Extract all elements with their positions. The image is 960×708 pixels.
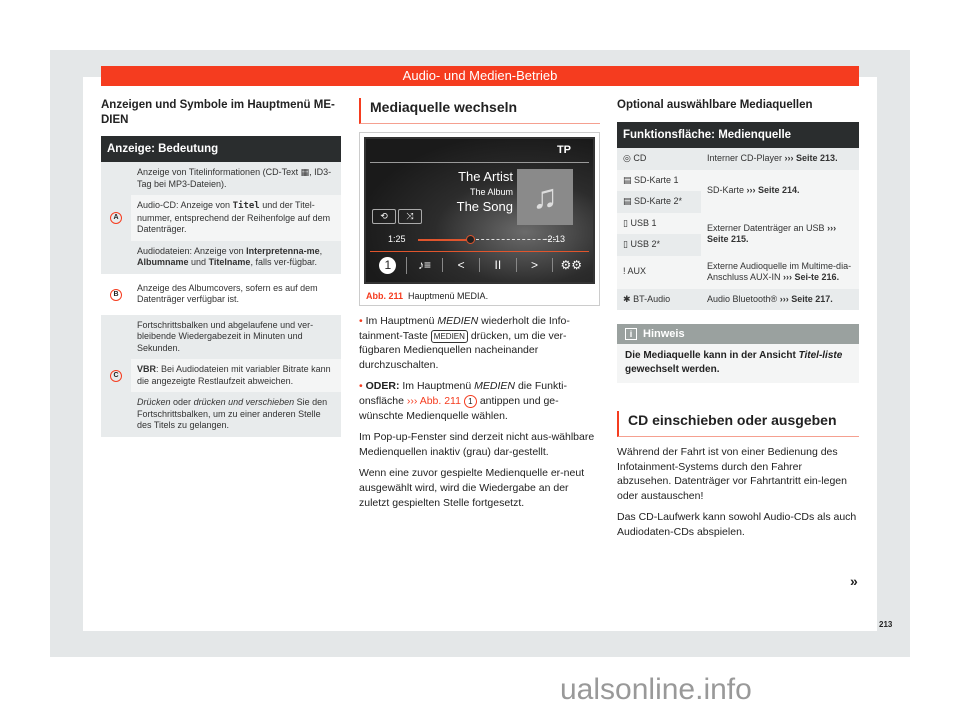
album-label: The Album <box>469 187 513 197</box>
row-a-text2: Audio-CD: Anzeige von Titel und der Titel-nummer, entsprechend der Reihenfolge auf dem Datenträger. <box>137 200 331 234</box>
divider <box>370 162 589 163</box>
media-source-table <box>617 122 859 310</box>
tp-indicator: TP <box>556 144 571 156</box>
right-body <box>617 445 859 540</box>
usb-icon: ▯ <box>623 239 628 249</box>
continue-mark: » <box>850 573 858 589</box>
source-sd2: ▤ SD-Karte 2* <box>623 196 683 206</box>
paragraph: • Im Hauptmenü MEDIEN wiederholt die Info-tainment-Taste MEDIEN drücken, um die ver-fügbaren Medienquellen nacheinander durchzuschalten. <box>359 315 570 371</box>
figure-caption: Abb. 211 Hauptmenü MEDIA. <box>366 291 489 301</box>
source-bt-desc: Audio Bluetooth® ››› Seite 217. <box>707 293 833 304</box>
sd-card-icon: ▤ <box>623 196 632 206</box>
marker-b: B <box>110 289 122 301</box>
middle-body <box>359 314 600 510</box>
middle-heading: Mediaquelle wechseln <box>359 98 600 124</box>
row-c-text2: VBR: Bei Audiodateien mit variabler Bitrate kann die angezeigte Restlaufzeit abweichen. <box>137 364 331 386</box>
progress-knob[interactable] <box>466 235 475 244</box>
source-cd-desc: Interner CD-Player ››› Seite 213. <box>707 153 838 163</box>
chapter-header: Audio- und Medien-Betrieb <box>101 66 859 86</box>
row-a-text1: Anzeige von Titelinformationen (CD-Text ▦, ID3-Tag bei MP3-Dateien). <box>137 167 332 189</box>
song-label: The Song <box>456 199 513 214</box>
next-icon[interactable]: > <box>517 258 554 272</box>
left-heading: Anzeigen und Symbole im Hauptmenü ME-DIEN <box>101 99 335 126</box>
shuffle-icon[interactable]: ⤨ <box>398 209 422 224</box>
source-usb2: ▯ USB 2* <box>623 239 660 249</box>
paragraph: Im Pop-up-Fenster sind derzeit nicht aus-wählbare Medienquellen inaktiv (grau) dar-gestellt. <box>359 431 595 458</box>
right-column <box>617 98 859 547</box>
source-button[interactable]: 1 <box>370 257 407 274</box>
row-c-text3: Drücken oder drücken und verschieben Sie den Fortschrittsbalken, um zu einer anderen Stelle des Titels zu gelangen. <box>137 397 328 430</box>
settings-icon[interactable]: ⚙⚙ <box>560 258 582 272</box>
album-cover-icon: ♫ <box>517 169 573 225</box>
source-aux-desc: Externe Audioquelle im Multime-dia-Anschluss AUX-IN ››› Sei-te 216. <box>707 260 852 282</box>
media-table-header: Funktionsfläche: Medienquelle <box>617 122 859 148</box>
figure-media-screen <box>359 132 600 306</box>
right-heading: Optional auswählbare Mediaquellen <box>617 99 813 111</box>
paragraph: Wenn eine zuvor gespielte Medienquelle er-neut ausgewählt wird, wird die Wiedergabe an der zuletzt gespielten Stelle fortgesetzt. <box>359 467 585 509</box>
source-usb1: ▯ USB 1 <box>623 217 657 228</box>
source-sd1: ▤ SD-Karte 1 <box>623 174 679 185</box>
sd-card-icon: ▤ <box>623 174 632 185</box>
display-table-header: Anzeige: Bedeutung <box>101 136 341 162</box>
watermark: ualsonline.info <box>560 673 752 706</box>
artist-label: The Artist <box>458 169 513 184</box>
page-number: 213 <box>879 620 893 629</box>
left-column <box>101 98 341 437</box>
display-table <box>101 136 341 437</box>
divider <box>370 251 589 252</box>
source-bt: ✱ BT-Audio <box>623 293 671 304</box>
hint-header: i Hinweis <box>617 324 859 344</box>
source-usb-desc: Externer Datenträger an USB ››› Seite 215. <box>707 222 837 244</box>
progress-bar[interactable] <box>418 239 468 241</box>
repeat-icon[interactable]: ⟲ <box>372 209 396 224</box>
media-screen <box>364 137 595 284</box>
paragraph: Das CD-Laufwerk kann sowohl Audio-CDs als auch Audiodaten-CDs abspielen. <box>617 511 857 538</box>
previous-icon[interactable]: < <box>443 258 480 272</box>
row-a-text3: Audiodateien: Anzeige von Interpretenna-me, Albumname und Titelname, falls ver-fügbar. <box>137 245 323 267</box>
marker-a: A <box>110 212 122 224</box>
playlist-icon[interactable]: ♪≡ <box>407 258 444 272</box>
info-icon: i <box>625 328 637 340</box>
row-c-text1: Fortschrittsbalken und abgelaufene und ver-bleibende Wiedergabezeit in Minuten und Sekunden. <box>137 319 314 353</box>
cd-heading: CD einschieben oder ausgeben <box>617 411 859 437</box>
control-bar <box>370 253 589 277</box>
source-aux: ǃ AUX <box>623 266 647 277</box>
aux-icon: ǃ <box>623 266 626 277</box>
remaining-time: -2:13 <box>544 234 565 244</box>
paragraph: Während der Fahrt ist von einer Bedienung des Infotainment-Systems durch den Fahrer abzusehen. Datenträger vor Fahrtantritt ein-legen oder austauschen! <box>617 446 847 502</box>
elapsed-time: 1:25 <box>388 234 406 244</box>
medien-key: MEDIEN <box>431 330 468 343</box>
hint-box <box>617 324 859 383</box>
marker-c: C <box>110 370 122 382</box>
hint-text: Die Mediaquelle kann in der Ansicht Titel-liste gewechselt werden. <box>625 350 843 375</box>
middle-column <box>359 98 600 517</box>
cd-icon: ◎ <box>623 153 631 163</box>
source-sd-desc: SD-Karte ››› Seite 214. <box>707 185 800 196</box>
figure-link[interactable]: ››› Abb. 211 <box>406 394 461 407</box>
row-b-text: Anzeige des Albumcovers, sofern es auf dem Datenträger verfügbar ist. <box>137 282 318 304</box>
usb-icon: ▯ <box>623 217 628 228</box>
paragraph: • ODER: Im Hauptmenü MEDIEN die Funkti-onsfläche ››› Abb. 211 1 antippen und ge-wünschte Medienquelle wählen. <box>359 380 567 422</box>
source-cd: ◎ CD <box>623 153 647 163</box>
pause-icon[interactable]: II <box>480 258 517 272</box>
bluetooth-icon: ✱ <box>623 293 631 304</box>
